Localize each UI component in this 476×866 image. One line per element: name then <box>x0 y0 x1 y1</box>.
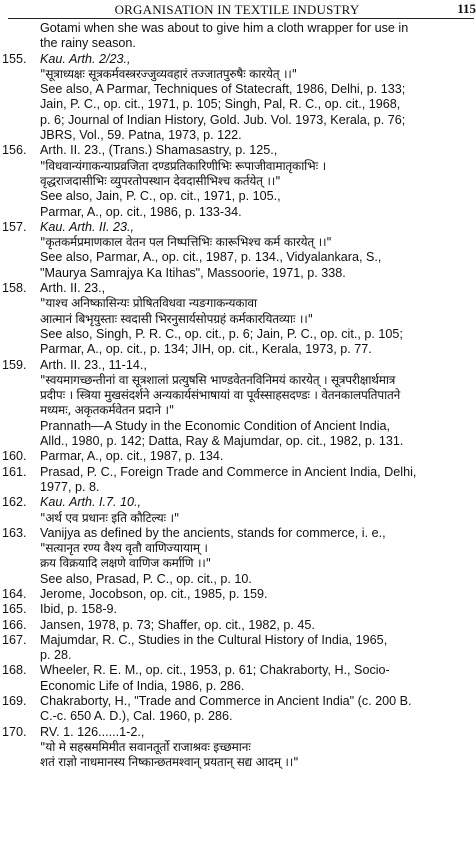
citation-line: Jerome, Jocobson, op. cit., 1985, p. 159. <box>40 586 268 601</box>
endnote <box>0 694 474 725</box>
citation-line: Parmar, A., op. cit., p. 134; JIH, op. cit., Kerala, 1973, p. 77. <box>40 342 372 357</box>
sanskrit-quote-line: "विधवान्यंगाकन्याप्रव्रजिता दण्डप्रतिकारिणीभिः रूपाजीवामातृकाभिः । <box>40 158 326 173</box>
endnote-number: 155. <box>2 51 27 66</box>
citation-line: Parmar, A., op. cit., 1987, p. 134. <box>40 449 224 464</box>
endnote-number: 156. <box>2 143 27 158</box>
citation-line: Chakraborty, H., "Trade and Commerce in Ancient India" (c. 200 B. <box>40 694 412 709</box>
citation-line: Majumdar, R. C., Studies in the Cultural History of India, 1965, <box>40 632 388 647</box>
citation-line: Jain, P. C., op. cit., 1971, p. 105; Singh, Pal, R. C., op. cit., 1968, <box>40 97 401 112</box>
sanskrit-quote-line: मध्यमः, अकृतकर्मवेतन प्रदाने ।" <box>40 403 175 418</box>
header-rule <box>8 18 474 19</box>
citation-line: See also, Prasad, P. C., op. cit., p. 10. <box>40 571 252 586</box>
citation-line: Prannath—A Study in the Economic Condition of Ancient India, <box>40 418 391 433</box>
citation-line: JBRS, Vol., 59. Patna, 1973, p. 122. <box>40 128 242 143</box>
citation-line: RV. 1. 126......1-2., <box>40 724 145 739</box>
citation-line: the rainy season. <box>40 36 136 51</box>
citation-line: See also, Parmar, A., op. cit., 1987, p. 134., Vidyalankara, S., <box>40 250 382 265</box>
sanskrit-quote-line: "सत्यानृत रण्य वैश्य वृतौ वाणिज्यायाम् । <box>40 541 208 556</box>
sanskrit-quote-line: "यो मे सहस्रममिमीत सवानतूर्तो राजाश्रवः इच्छमानः <box>40 739 251 754</box>
page-number: 115 <box>457 1 476 16</box>
citation-line: Arth. II. 23., 11-14., <box>40 357 147 372</box>
endnote-number: 167. <box>2 632 27 647</box>
endnote <box>0 526 474 587</box>
endnote-number: 157. <box>2 219 27 234</box>
sanskrit-quote-line: क्रय विक्रयादि लक्षणे वाणिज कर्माणि ।।" <box>40 556 211 571</box>
endnote <box>0 449 474 464</box>
endnote <box>0 618 474 633</box>
citation-line: Arth. II. 23., <box>40 281 106 296</box>
citation-line: Kau. Arth. II. 23., <box>40 219 135 234</box>
endnote <box>0 52 474 144</box>
sanskrit-quote-line: "याश्च अनिष्कासिन्यः प्रोषितविधवा न्यङगाकन्यकावा <box>40 296 257 311</box>
endnote-number: 168. <box>2 663 27 678</box>
endnote-number: 159. <box>2 357 27 372</box>
endnote-number: 163. <box>2 525 27 540</box>
endnote <box>0 143 474 219</box>
citation-line: p. 28. <box>40 648 72 663</box>
citation-line: Kau. Arth. 2/23., <box>40 51 131 66</box>
endnote <box>0 602 474 617</box>
citation-line: Prasad, P. C., Foreign Trade and Commerce in Ancient India, Delhi, <box>40 464 417 479</box>
sanskrit-quote-line: "अर्थ एव प्रधानः इति कौटिल्यः ।" <box>40 510 180 525</box>
sanskrit-quote-line: "कृतकर्मप्रमाणकाल वेतन पल निष्पत्तिभिः कारूभिश्च कर्म कारयेत् ।।" <box>40 235 332 250</box>
endnote <box>0 633 474 664</box>
citation-line: 1977, p. 8. <box>40 479 100 494</box>
page-header <box>0 0 474 20</box>
citation-line: Vanijya as defined by the ancients, stands for commerce, i. e., <box>40 525 386 540</box>
citation-line: Alld., 1980, p. 142; Datta, Ray & Majumdar, op. cit., 1982, p. 131. <box>40 434 404 449</box>
endnote-number: 160. <box>2 449 27 464</box>
citation-line: See also, A Parmar, Techniques of Statecraft, 1986, Delhi, p. 133; <box>40 82 406 97</box>
endnote <box>0 21 474 52</box>
sanskrit-quote-line: शतं राज्ञो नाधमानस्य निष्कान्छतमश्वान् प्रयतान् सद्य आदम् ।।" <box>40 755 299 770</box>
endnote-number: 161. <box>2 464 27 479</box>
citation-line: Kau. Arth. I.7. 10., <box>40 495 142 510</box>
endnote <box>0 663 474 694</box>
endnotes-list <box>0 21 474 771</box>
sanskrit-quote-line: वृद्धराजदासीभिः व्युपरतोपस्थान देवदासीभिश्च कर्तयेत् ।।" <box>40 173 281 188</box>
citation-line: C.-c. 650 A. D.), Cal. 1960, p. 286. <box>40 709 233 724</box>
sanskrit-quote-line: प्रदीपः । स्त्रिया मुखसंदर्शने अन्यकार्यसंभाषायां वा पूर्वस्साहसदण्डः । वेतनकालपतिपातने <box>40 388 401 403</box>
endnote-number: 164. <box>2 586 27 601</box>
endnote <box>0 495 474 526</box>
citation-line: Economic Life of India, 1986, p. 286. <box>40 678 245 693</box>
endnote-number: 169. <box>2 694 27 709</box>
running-head: ORGANISATION IN TEXTILE INDUSTRY <box>114 2 360 17</box>
citation-line: Arth. II. 23., (Trans.) Shamasastry, p. 125., <box>40 143 278 158</box>
endnote-number: 158. <box>2 281 27 296</box>
citation-line: Wheeler, R. E. M., op. cit., 1953, p. 61; Chakraborty, H., Socio- <box>40 663 390 678</box>
endnote <box>0 220 474 281</box>
endnote <box>0 725 474 771</box>
endnote <box>0 358 474 450</box>
citation-line: See also, Singh, P. R. C., op. cit., p. 6; Jain, P. C., op. cit., p. 105; <box>40 326 403 341</box>
endnote-number: 165. <box>2 602 27 617</box>
sanskrit-quote-line: "स्वयमागच्छन्तीनां वा सूत्रशालां प्रत्युषसि भाण्डवेतनविनिमयं कारयेत् । सूत्रपरीक्षार्थमात्र <box>40 372 396 387</box>
citation-line: Gotami when she was about to give him a cloth wrapper for use in <box>40 21 409 35</box>
endnote-number: 162. <box>2 495 27 510</box>
citation-line: Ibid, p. 158-9. <box>40 602 118 617</box>
sanskrit-quote-line: आत्मानं बिभृयुस्ताः स्वदासी भिरनुसार्यसोपग्रहं कर्मकारयितव्याः ।।" <box>40 311 313 326</box>
citation-line: See also, Jain, P. C., op. cit., 1971, p. 105., <box>40 189 281 204</box>
endnote <box>0 587 474 602</box>
endnote <box>0 281 474 357</box>
citation-line: Parmar, A., op. cit., 1986, p. 133-34. <box>40 204 242 219</box>
citation-line: "Maurya Samrajya Ka Itihas", Massoorie, 1971, p. 338. <box>40 265 346 280</box>
citation-line: p. 6; Journal of Indian History, Gold. Jub. Vol. 1973, Kerala, p. 76; <box>40 112 406 127</box>
endnote <box>0 465 474 496</box>
sanskrit-quote-line: "सूत्राध्यक्षः सूत्रकर्मवस्त्ररज्जुव्यवहारं तज्जातपुरुषैः कारयेत् ।।" <box>40 66 297 81</box>
citation-line: Jansen, 1978, p. 73; Shaffer, op. cit., 1982, p. 45. <box>40 617 315 632</box>
endnote-number: 166. <box>2 617 27 632</box>
endnote-number: 170. <box>2 724 27 739</box>
